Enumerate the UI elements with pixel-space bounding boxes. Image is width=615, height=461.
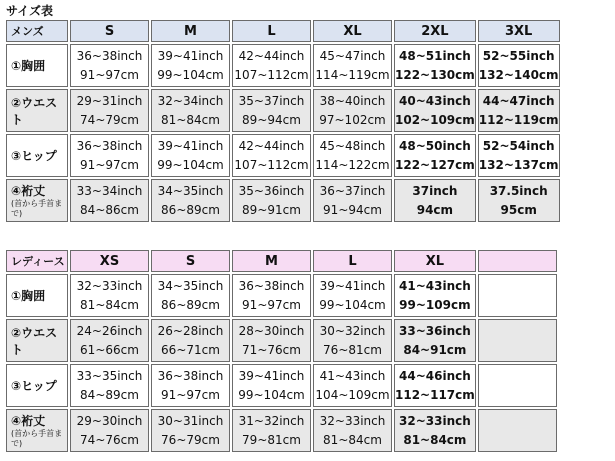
measurement-cell — [70, 364, 149, 407]
cm-value: 99~104cm — [319, 297, 386, 312]
measurement-cell — [232, 364, 311, 407]
row-label — [6, 44, 68, 87]
measurement-cell — [313, 274, 392, 317]
inch-value: 37inch — [412, 183, 458, 198]
cm-value: 81~84cm — [161, 112, 220, 127]
inch-value: 42~44inch — [238, 138, 305, 153]
measurement-cell — [478, 44, 560, 87]
inch-value: 33~36inch — [399, 323, 471, 338]
measurement-cell — [151, 44, 230, 87]
inch-value: 35~36inch — [238, 183, 305, 198]
cm-value: 79~81cm — [242, 432, 301, 447]
inch-value: 29~30inch — [76, 413, 143, 428]
inch-value: 52~55inch — [482, 48, 555, 63]
measurement-cell — [151, 319, 230, 362]
measurement-cell — [232, 274, 311, 317]
measurement-cell — [70, 319, 149, 362]
measurement-cell — [232, 89, 311, 132]
cm-value: 81~84cm — [323, 432, 382, 447]
inch-value: 29~31inch — [76, 93, 143, 108]
measurement-cell — [394, 44, 476, 87]
measurement-cell — [70, 179, 149, 222]
mens-row-chest — [6, 44, 560, 87]
inch-value: 42~44inch — [238, 48, 305, 63]
mens-row-sleeve — [6, 179, 560, 222]
cm-value: 91~97cm — [161, 387, 220, 402]
size-header: S — [70, 20, 149, 42]
measurement-cell — [313, 44, 392, 87]
inch-value: 32~33inch — [319, 413, 386, 428]
row-label-text: ③ヒップ — [11, 379, 57, 393]
empty-cell — [478, 319, 557, 362]
inch-value: 39~41inch — [157, 48, 224, 63]
measurement-cell — [313, 319, 392, 362]
inch-value: 48~51inch — [399, 48, 471, 63]
measurement-cell — [70, 44, 149, 87]
cm-value: 89~94cm — [242, 112, 301, 127]
ladies-header-label: レディース — [6, 250, 68, 272]
row-label — [6, 89, 68, 132]
cm-value: 74~79cm — [80, 112, 139, 127]
row-label-text: ③ヒップ — [11, 149, 57, 163]
cm-value: 76~81cm — [323, 342, 382, 357]
measurement-cell — [232, 44, 311, 87]
cm-value: 99~104cm — [157, 67, 224, 82]
size-header: M — [151, 20, 230, 42]
mens-row-waist — [6, 89, 560, 132]
cm-value: 107~112cm — [234, 67, 309, 82]
cm-value: 81~84cm — [80, 297, 139, 312]
measurement-cell — [151, 89, 230, 132]
inch-value: 36~38inch — [238, 278, 305, 293]
cm-value: 91~94cm — [323, 202, 382, 217]
cm-value: 81~84cm — [403, 432, 467, 447]
cm-value: 89~91cm — [242, 202, 301, 217]
inch-value: 37.5inch — [489, 183, 548, 198]
inch-value: 36~38inch — [76, 138, 143, 153]
cm-value: 112~117cm — [395, 387, 475, 402]
size-header: M — [232, 250, 311, 272]
cm-value: 114~122cm — [315, 157, 390, 172]
size-header: XS — [70, 250, 149, 272]
cm-value: 95cm — [500, 202, 537, 217]
size-header: XL — [313, 20, 392, 42]
inch-value: 40~43inch — [399, 93, 471, 108]
inch-value: 31~32inch — [238, 413, 305, 428]
cm-value: 99~104cm — [238, 387, 305, 402]
ladies-row-hip — [6, 364, 557, 407]
ladies-row-sleeve — [6, 409, 557, 452]
inch-value: 30~32inch — [319, 323, 386, 338]
measurement-cell — [232, 179, 311, 222]
cm-value: 84~91cm — [403, 342, 467, 357]
inch-value: 45~48inch — [319, 138, 386, 153]
empty-cell — [478, 409, 557, 452]
cm-value: 86~89cm — [161, 202, 220, 217]
inch-value: 48~50inch — [399, 138, 471, 153]
cm-value: 97~102cm — [319, 112, 386, 127]
measurement-cell — [313, 364, 392, 407]
measurement-cell — [394, 179, 476, 222]
size-header-empty — [478, 250, 557, 272]
cm-value: 71~76cm — [242, 342, 301, 357]
mens-size-table — [4, 18, 562, 224]
measurement-cell — [313, 134, 392, 177]
measurement-cell — [70, 409, 149, 452]
cm-value: 74~76cm — [80, 432, 139, 447]
cm-value: 86~89cm — [161, 297, 220, 312]
cm-value: 61~66cm — [80, 342, 139, 357]
inch-value: 39~41inch — [157, 138, 224, 153]
cm-value: 84~86cm — [80, 202, 139, 217]
row-label — [6, 364, 68, 407]
measurement-cell — [232, 134, 311, 177]
inch-value: 35~37inch — [238, 93, 305, 108]
cm-value: 99~104cm — [157, 157, 224, 172]
row-label-text: ②ウエスト — [11, 95, 58, 127]
inch-value: 44~46inch — [399, 368, 471, 383]
size-header: 3XL — [478, 20, 560, 42]
inch-value: 36~38inch — [76, 48, 143, 63]
empty-cell — [478, 274, 557, 317]
row-label-note: (首から手首まで) — [11, 199, 63, 218]
cm-value: 122~130cm — [395, 67, 475, 82]
measurement-cell — [70, 89, 149, 132]
mens-header-label: メンズ — [6, 20, 68, 42]
row-label-text: ①胸囲 — [11, 59, 46, 73]
inch-value: 36~37inch — [319, 183, 386, 198]
size-header: 2XL — [394, 20, 476, 42]
cm-value: 76~79cm — [161, 432, 220, 447]
cm-value: 132~140cm — [478, 67, 559, 82]
measurement-cell — [394, 409, 476, 452]
row-label — [6, 179, 68, 222]
measurement-cell — [478, 179, 560, 222]
inch-value: 41~43inch — [319, 368, 386, 383]
inch-value: 33~35inch — [76, 368, 143, 383]
inch-value: 34~35inch — [157, 278, 224, 293]
cm-value: 102~109cm — [395, 112, 475, 127]
inch-value: 32~33inch — [399, 413, 471, 428]
inch-value: 32~34inch — [157, 93, 224, 108]
size-header: S — [151, 250, 230, 272]
measurement-cell — [151, 134, 230, 177]
ladies-header-row — [6, 250, 557, 272]
inch-value: 24~26inch — [76, 323, 143, 338]
measurement-cell — [313, 409, 392, 452]
inch-value: 39~41inch — [319, 278, 386, 293]
measurement-cell — [151, 364, 230, 407]
row-label-note: (首から手首まで) — [11, 429, 63, 448]
row-label-text: ④裄丈 — [11, 414, 46, 428]
cm-value: 107~112cm — [234, 157, 309, 172]
row-label-text: ②ウエスト — [11, 325, 58, 357]
ladies-row-chest — [6, 274, 557, 317]
cm-value: 91~97cm — [80, 67, 139, 82]
measurement-cell — [394, 134, 476, 177]
size-header: L — [232, 20, 311, 42]
inch-value: 32~33inch — [76, 278, 143, 293]
mens-header-row — [6, 20, 560, 42]
row-label-text: ①胸囲 — [11, 289, 46, 303]
row-label — [6, 274, 68, 317]
measurement-cell — [151, 179, 230, 222]
cm-value: 122~127cm — [395, 157, 475, 172]
inch-value: 52~54inch — [482, 138, 555, 153]
ladies-size-table — [4, 248, 559, 454]
measurement-cell — [313, 89, 392, 132]
cm-value: 104~109cm — [315, 387, 390, 402]
cm-value: 91~97cm — [80, 157, 139, 172]
measurement-cell — [151, 274, 230, 317]
size-header: L — [313, 250, 392, 272]
cm-value: 84~89cm — [80, 387, 139, 402]
cm-value: 99~109cm — [399, 297, 471, 312]
measurement-cell — [232, 409, 311, 452]
measurement-cell — [478, 134, 560, 177]
measurement-cell — [394, 89, 476, 132]
ladies-row-waist — [6, 319, 557, 362]
cm-value: 112~119cm — [478, 112, 559, 127]
measurement-cell — [151, 409, 230, 452]
measurement-cell — [394, 274, 476, 317]
inch-value: 30~31inch — [157, 413, 224, 428]
measurement-cell — [394, 319, 476, 362]
inch-value: 45~47inch — [319, 48, 386, 63]
size-header: XL — [394, 250, 476, 272]
inch-value: 36~38inch — [157, 368, 224, 383]
row-label — [6, 134, 68, 177]
cm-value: 94cm — [416, 202, 454, 217]
empty-cell — [478, 364, 557, 407]
inch-value: 44~47inch — [482, 93, 555, 108]
inch-value: 39~41inch — [238, 368, 305, 383]
cm-value: 91~97cm — [242, 297, 301, 312]
cm-value: 132~137cm — [478, 157, 559, 172]
page-title: サイズ表 — [6, 4, 54, 18]
measurement-cell — [70, 134, 149, 177]
measurement-cell — [394, 364, 476, 407]
inch-value: 41~43inch — [399, 278, 471, 293]
measurement-cell — [232, 319, 311, 362]
inch-value: 28~30inch — [238, 323, 305, 338]
inch-value: 33~34inch — [76, 183, 143, 198]
row-label — [6, 319, 68, 362]
inch-value: 38~40inch — [319, 93, 386, 108]
measurement-cell — [478, 89, 560, 132]
measurement-cell — [313, 179, 392, 222]
inch-value: 34~35inch — [157, 183, 224, 198]
row-label-text: ④裄丈 — [11, 184, 46, 198]
cm-value: 66~71cm — [161, 342, 220, 357]
measurement-cell — [70, 274, 149, 317]
inch-value: 26~28inch — [157, 323, 224, 338]
cm-value: 114~119cm — [315, 67, 390, 82]
mens-row-hip — [6, 134, 560, 177]
row-label — [6, 409, 68, 452]
